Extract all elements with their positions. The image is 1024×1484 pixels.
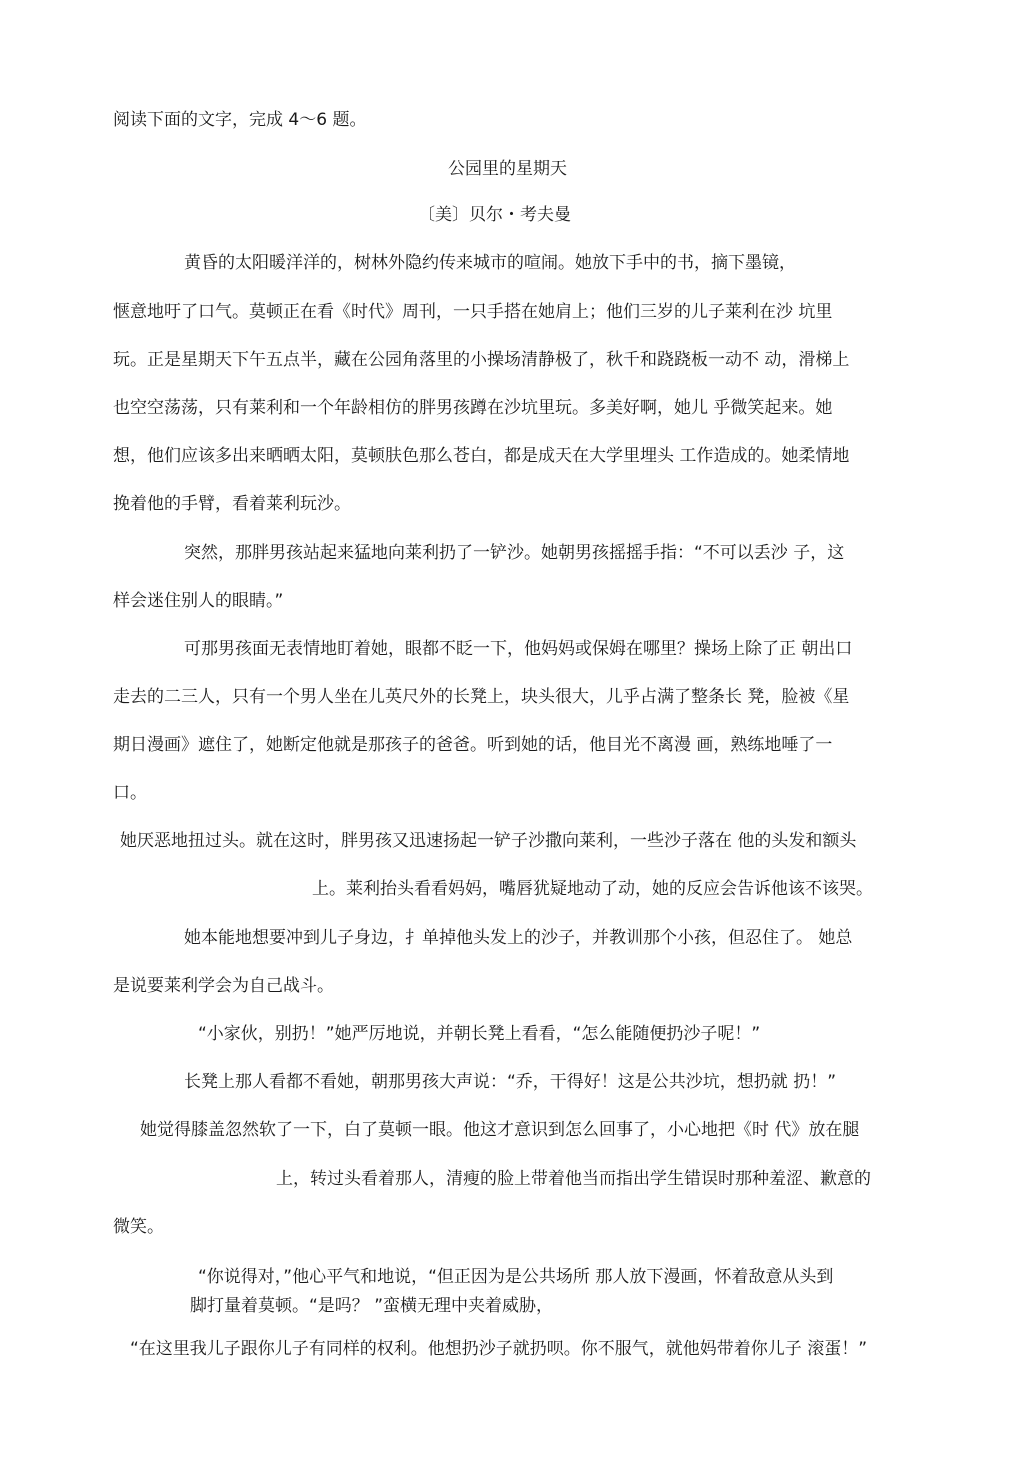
body-line: 惬意地吁了口气。莫顿正在看《时代》周刊，一只手搭在她肩上；他们三岁的儿子莱利在沙 坑里	[113, 302, 833, 322]
body-line: 脚打量着莫顿。“是吗？ ”蛮横无理中夹着威胁，	[190, 1296, 554, 1316]
body-line: 样会迷住别人的眼睛。”	[113, 591, 284, 611]
body-line: 挽着他的手臂，看着莱利玩沙。	[113, 494, 351, 514]
body-line: 玩。正是星期天下午五点半，藏在公园角落里的小操场清静极了，秋千和跷跷板一动不 动，滑梯上	[113, 350, 850, 370]
body-line: 突然，那胖男孩站起来猛地向莱利扔了一铲沙。她朝男孩摇摇手指：“不可以丢沙 子，这	[184, 543, 845, 563]
body-line: 她本能地想要冲到儿子身边，扌单掉他头发上的沙子，并教训那个小孩，但忍住了。 她总	[184, 928, 853, 948]
body-line: 期日漫画》遮住了，她断定他就是那孩子的爸爸。听到她的话，他目光不离漫 画，熟练地唾了一	[113, 735, 833, 755]
body-line: 微笑。	[113, 1217, 164, 1237]
article-title: 公园里的星期天	[448, 159, 567, 179]
body-line: 也空空荡荡，只有莱利和一个年龄相仿的胖男孩蹲在沙坑里玩。多美好啊，她儿 乎微笑起来。她	[113, 398, 833, 418]
article-author: 〔美〕贝尔・考夫曼	[418, 205, 571, 225]
instruction: 阅读下面的文字，完成 4～6 题。	[113, 110, 367, 130]
body-line: 她觉得膝盖忽然软了一下，白了莫顿一眼。他这才意识到怎么回事了，小心地把《时 代》放在腿	[140, 1120, 860, 1140]
body-line: “在这里我儿子跟你儿子有同样的权利。他想扔沙子就扔呗。你不服气，就他妈带着你儿子 滚蛋！”	[130, 1339, 868, 1359]
body-line: 想，他们应该多出来晒晒太阳，莫顿肤色那么苍白，都是成天在大学里埋头 工作造成的。她柔情地	[113, 446, 850, 466]
body-line: 走去的二三人，只有一个男人坐在儿英尺外的长凳上，块头很大，儿乎占满了整条长 凳，脸被《星	[113, 687, 850, 707]
body-line: 口。	[113, 783, 147, 803]
body-line: “小家伙，别扔！”她严厉地说，并朝长凳上看看，“怎么能随便扔沙子呢！”	[198, 1024, 761, 1044]
body-line: “你说得对，”他心平气和地说，“但正因为是公共场所 那人放下漫画，怀着敌意从头到	[198, 1267, 834, 1287]
body-line: 长凳上那人看都不看她，朝那男孩大声说：“乔，干得好！这是公共沙坑，想扔就 扔！”	[184, 1072, 837, 1092]
body-line: 上，转过头看着那人，清瘦的脸上带着他当而指出学生错误时那种羞涩、歉意的	[276, 1169, 871, 1189]
body-line: 她厌恶地扭过头。就在这时，胖男孩又迅速扬起一铲子沙撒向莱利，一些沙子落在 他的头发和额头	[120, 831, 857, 851]
body-line: 可那男孩面无表情地盯着她，眼都不眨一下，他妈妈或保姆在哪里？操场上除了正 朝出口	[184, 639, 853, 659]
body-line: 是说要莱利学会为自己战斗。	[113, 976, 334, 996]
body-line: 上。莱利抬头看看妈妈，嘴唇犹疑地动了动，她的反应会告诉他该不该哭。	[312, 879, 873, 899]
body-line: 黄昏的太阳暖洋洋的，树林外隐约传来城市的喧闹。她放下手中的书，摘下墨镜，	[184, 253, 796, 273]
